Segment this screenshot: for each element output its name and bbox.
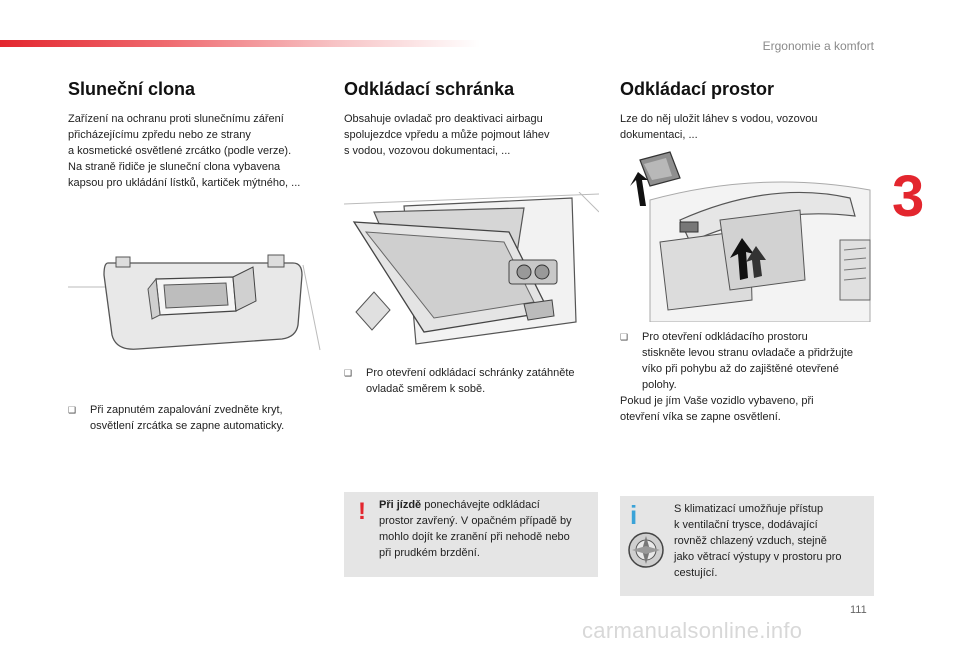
heading-glovebox: Odkládací schránka — [344, 79, 515, 99]
text-line: S klimatizací umožňuje přístup — [674, 503, 824, 515]
square-bullet-icon: ❑ — [344, 368, 353, 378]
info-box — [620, 496, 874, 596]
air-vent-icon — [626, 530, 666, 570]
heading-sun-visor: Sluneční clona — [68, 79, 196, 99]
text-line: polohy. — [642, 379, 677, 391]
warning-text — [379, 497, 595, 561]
bullet-text — [620, 329, 882, 393]
text-line: Pokud je jím Vaše vozidlo vybaveno, při — [620, 395, 814, 407]
text-line: dokumentaci, ... — [620, 129, 698, 141]
bullet-text — [344, 365, 606, 397]
paragraph-glovebox — [344, 111, 549, 159]
text-line: Pro otevření odkládací schránky zatáhněte — [366, 367, 575, 379]
header-color-bar — [0, 40, 480, 47]
paragraph-sun-visor — [68, 111, 300, 191]
section-title: Ergonomie a komfort — [762, 39, 874, 53]
text-line: stiskněte levou stranu ovladače a přidržujte — [642, 347, 853, 359]
watermark: carmanualsonline.info — [582, 618, 803, 643]
text-line: Lze do něj uložit láhev s vodou, vozovou — [620, 113, 818, 125]
text-line: jako větrací výstupy v prostoru pro — [674, 551, 842, 563]
text-line: mohlo dojít ke zranění při nehodě nebo — [379, 531, 570, 543]
text-line: k ventilační trysce, dodávající — [674, 519, 818, 531]
exclamation-icon: ! — [358, 498, 366, 525]
bullet-storage — [620, 329, 882, 393]
text-line: kapsou pro ukládání lístků, kartiček mýtného, ... — [68, 177, 301, 189]
text-line: ovladač směrem k sobě. — [366, 383, 486, 395]
text-line: otevření víka se zapne osvětlení. — [620, 411, 781, 423]
text-line: a kosmetické osvětlené zrcátko (podle verze). — [68, 145, 292, 157]
text-line: ponechávejte odkládací — [421, 499, 540, 511]
glovebox-illustration — [344, 192, 599, 347]
text-line: Pro otevření odkládacího prostoru — [642, 331, 808, 343]
bullet-text — [68, 402, 328, 434]
storage-illustration — [620, 150, 875, 322]
square-bullet-icon: ❑ — [620, 332, 629, 342]
chapter-number: 3 — [892, 164, 925, 229]
bullet-glovebox — [344, 365, 606, 397]
text-line: Zařízení na ochranu proti slunečnímu záření — [68, 113, 284, 125]
text-line: při prudkém brzdění. — [379, 547, 480, 559]
page-number: 111 — [850, 604, 867, 616]
info-text — [674, 501, 870, 581]
text-line: s vodou, vozovou dokumentaci, ... — [344, 145, 511, 157]
sun-visor-illustration — [68, 245, 323, 355]
text-line: rovněž chlazený vzduch, stejně — [674, 535, 827, 547]
paragraph-storage — [620, 111, 818, 143]
info-icon: i — [630, 500, 638, 530]
bullet-sun-visor — [68, 402, 328, 434]
heading-storage: Odkládací prostor — [620, 79, 775, 99]
text-line: cestující. — [674, 567, 718, 579]
text-line: osvětlení zrcátka se zapne automaticky. — [90, 420, 285, 432]
text-line: prostor zavřený. V opačném případě by — [379, 515, 572, 527]
text-line: spolujezdce vpředu a může pojmout láhev — [344, 129, 550, 141]
square-bullet-icon: ❑ — [68, 405, 77, 415]
warning-bold: Při jízdě — [379, 499, 422, 511]
text-line: víko při pohybu až do zajištěné otevřené — [642, 363, 839, 375]
text-line: Na straně řidiče je sluneční clona vybavena — [68, 161, 281, 173]
paragraph-storage-lighting — [620, 393, 814, 425]
text-line: Při zapnutém zapalování zvedněte kryt, — [90, 404, 283, 416]
warning-box — [344, 492, 598, 577]
text-line: přicházejícímu zpředu nebo ze strany — [68, 129, 251, 141]
text-line: Obsahuje ovladač pro deaktivaci airbagu — [344, 113, 543, 125]
